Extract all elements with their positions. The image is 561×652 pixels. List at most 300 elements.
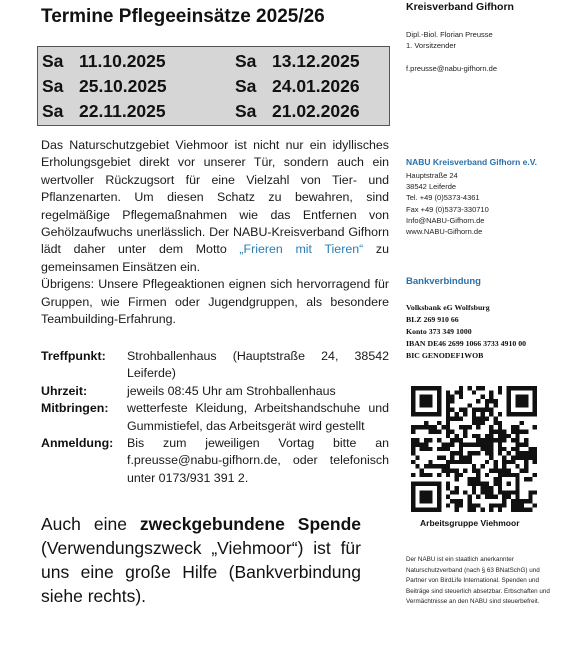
qr-module — [424, 482, 428, 486]
qr-module — [502, 469, 506, 473]
qr-module — [446, 425, 450, 429]
qr-module — [507, 482, 511, 486]
qr-module — [446, 442, 450, 446]
qr-module — [454, 390, 458, 394]
qr-module — [507, 460, 511, 464]
qr-module — [489, 434, 493, 438]
qr-module — [424, 447, 428, 451]
qr-module — [428, 508, 432, 512]
qr-module — [511, 503, 515, 507]
qr-module — [411, 490, 415, 494]
qr-module — [437, 390, 441, 394]
qr-module — [467, 451, 471, 455]
qr-module — [515, 399, 519, 403]
qr-module — [507, 495, 511, 499]
qr-module — [450, 395, 454, 399]
person-email: f.preusse@nabu-gifhorn.de — [406, 64, 498, 73]
qr-module — [454, 451, 458, 455]
qr-module — [446, 473, 450, 477]
qr-module — [476, 469, 480, 473]
qr-module — [433, 464, 437, 468]
qr-module — [437, 503, 441, 507]
qr-module — [489, 442, 493, 446]
qr-module — [481, 421, 485, 425]
qr-module — [489, 390, 493, 394]
qr-module — [489, 490, 493, 494]
qr-module — [494, 503, 498, 507]
qr-module — [476, 503, 480, 507]
qr-module — [498, 412, 502, 416]
qr-module — [502, 429, 506, 433]
qr-module — [459, 425, 463, 429]
qr-module — [524, 451, 528, 455]
qr-module — [467, 386, 471, 390]
qr-module — [533, 403, 537, 407]
qr-module — [472, 408, 476, 412]
qr-module — [520, 395, 524, 399]
qr-module — [476, 473, 480, 477]
qr-module — [424, 425, 428, 429]
qr-module — [528, 447, 532, 451]
detail-row-time — [41, 383, 389, 400]
qr-module — [467, 442, 471, 446]
qr-module — [424, 442, 428, 446]
qr-module — [524, 438, 528, 442]
qr-module — [528, 477, 532, 481]
qr-module — [472, 508, 476, 512]
qr-module — [533, 490, 537, 494]
qr-module — [476, 408, 480, 412]
qr-module — [424, 395, 428, 399]
qr-module — [415, 442, 419, 446]
qr-module — [454, 416, 458, 420]
qr-module — [528, 412, 532, 416]
motto-text: „Frieren mit Tieren“ — [239, 242, 364, 257]
qr-module — [515, 412, 519, 416]
qr-module — [498, 482, 502, 486]
qr-module — [446, 495, 450, 499]
qr-module — [454, 469, 458, 473]
donation-text: (Verwendungszweck „Viehmoor“) ist für uns eine große Hilfe (Bankverbindung siehe rechts). — [41, 538, 361, 606]
qr-module — [502, 503, 506, 507]
qr-module — [533, 473, 537, 477]
qr-module — [420, 469, 424, 473]
qr-module — [411, 408, 415, 412]
qr-module — [520, 456, 524, 460]
qr-module — [441, 456, 445, 460]
qr-module — [424, 464, 428, 468]
qr-module — [476, 438, 480, 442]
qr-module — [515, 434, 519, 438]
qr-module — [454, 477, 458, 481]
qr-module — [498, 438, 502, 442]
qr-module — [524, 386, 528, 390]
qr-module — [520, 451, 524, 455]
qr-module — [428, 399, 432, 403]
qr-module — [420, 399, 424, 403]
qr-module — [511, 386, 515, 390]
qr-module — [424, 403, 428, 407]
qr-module — [520, 403, 524, 407]
qr-module — [511, 447, 515, 451]
qr-module — [515, 477, 519, 481]
qr-module — [528, 451, 532, 455]
qr-module — [437, 421, 441, 425]
qr-module — [515, 508, 519, 512]
qr-module — [515, 425, 519, 429]
qr-module — [459, 442, 463, 446]
qr-module — [420, 442, 424, 446]
intro-text — [41, 137, 389, 328]
qr-module — [463, 429, 467, 433]
qr-module — [524, 477, 528, 481]
qr-module — [415, 425, 419, 429]
qr-module — [437, 412, 441, 416]
qr-module — [450, 399, 454, 403]
bank-line: Volksbank eG Wolfsburg — [406, 303, 490, 312]
qr-module — [494, 403, 498, 407]
detail-label: Mitbringen: — [41, 401, 109, 416]
qr-module — [528, 508, 532, 512]
qr-module — [411, 473, 415, 477]
qr-module — [437, 495, 441, 499]
qr-module — [411, 390, 415, 394]
qr-module — [472, 451, 476, 455]
qr-module — [489, 469, 493, 473]
qr-module — [467, 495, 471, 499]
qr-module — [450, 429, 454, 433]
qr-module — [433, 429, 437, 433]
qr-module — [494, 464, 498, 468]
qr-module — [437, 499, 441, 503]
qr-module — [533, 395, 537, 399]
qr-module — [411, 495, 415, 499]
qr-module — [463, 460, 467, 464]
qr-module — [511, 429, 515, 433]
intro-text-part: Das Naturschutzgebiet Viehmoor ist nicht nur ein idyllisches Erholungsgebiet direkt vor unserer Tür, sondern auch ein wertvoller Rückzugsort für eine Vielzahl von Tier- und Pflanzenarten. Um diesen Schatz zu bewahren, sind regelmäßige Pflegemaßnahmen wie das Entfernen von Gehölzaufwuchs unerlässlich. Der NABU-Kreisverband Gifhorn lädt daher unter dem Motto — [41, 138, 389, 257]
qr-module — [481, 438, 485, 442]
qr-module — [472, 482, 476, 486]
qr-module — [507, 412, 511, 416]
qr-module — [507, 490, 511, 494]
qr-module — [433, 482, 437, 486]
qr-module — [476, 442, 480, 446]
qr-module — [420, 473, 424, 477]
qr-module — [454, 412, 458, 416]
qr-module — [507, 408, 511, 412]
qr-module — [502, 490, 506, 494]
qr-module — [494, 416, 498, 420]
qr-module — [502, 464, 506, 468]
qr-module — [463, 490, 467, 494]
qr-module — [515, 495, 519, 499]
qr-code-graphic — [411, 386, 537, 512]
qr-module — [411, 460, 415, 464]
qr-module — [450, 416, 454, 420]
qr-module — [415, 508, 419, 512]
qr-module — [454, 434, 458, 438]
qr-module — [481, 416, 485, 420]
contact-person — [406, 29, 493, 51]
qr-module — [533, 451, 537, 455]
qr-module — [494, 477, 498, 481]
qr-module — [433, 508, 437, 512]
qr-module — [472, 390, 476, 394]
qr-module — [472, 421, 476, 425]
qr-module — [502, 438, 506, 442]
qr-module — [446, 395, 450, 399]
qr-module — [420, 403, 424, 407]
address-line: 38542 Leiferde — [406, 182, 457, 192]
qr-module — [533, 503, 537, 507]
qr-module — [446, 482, 450, 486]
qr-module — [511, 508, 515, 512]
qr-module — [520, 386, 524, 390]
qr-module — [463, 442, 467, 446]
qr-module — [515, 438, 519, 442]
detail-value: jeweils 08:45 Uhr am Strohballenhaus — [127, 383, 336, 398]
qr-module — [437, 464, 441, 468]
qr-module — [454, 473, 458, 477]
qr-module — [437, 399, 441, 403]
intro-paragraph — [41, 137, 389, 276]
date-value: 25.10.2025 — [79, 76, 167, 96]
qr-module — [524, 395, 528, 399]
qr-module — [437, 482, 441, 486]
date-row — [42, 76, 389, 101]
qr-module — [472, 464, 476, 468]
qr-module — [481, 386, 485, 390]
qr-module — [459, 416, 463, 420]
qr-module — [420, 482, 424, 486]
qr-module — [489, 412, 493, 416]
date-value: 22.11.2025 — [79, 101, 166, 121]
qr-module — [520, 442, 524, 446]
person-name: Dipl.-Biol. Florian Preusse — [406, 30, 493, 39]
qr-module — [454, 438, 458, 442]
qr-module — [459, 395, 463, 399]
qr-module — [481, 447, 485, 451]
qr-module — [467, 503, 471, 507]
qr-module — [459, 460, 463, 464]
qr-module — [437, 447, 441, 451]
qr-module — [411, 412, 415, 416]
qr-module — [515, 456, 519, 460]
qr-module — [533, 447, 537, 451]
qr-module — [485, 473, 489, 477]
qr-module — [450, 442, 454, 446]
qr-module — [494, 482, 498, 486]
qr-module — [533, 390, 537, 394]
detail-value: Bis zum jeweiligen Vortag bitte an f.preusse@nabu-gifhorn.de, oder telefonisch unter 0173/931 391 2. — [127, 436, 389, 485]
qr-module — [459, 503, 463, 507]
qr-module — [498, 486, 502, 490]
intro-paragraph: Übrigens: Unsere Pflegeaktionen eignen sich hervorragend für Gruppen, wie Firmen oder Jugendgruppen, als besondere Teambuilding-Erfahrung. — [41, 277, 389, 327]
qr-module — [481, 486, 485, 490]
qr-module — [450, 408, 454, 412]
qr-module — [498, 425, 502, 429]
qr-module — [450, 499, 454, 503]
qr-module — [437, 486, 441, 490]
qr-module — [476, 495, 480, 499]
qr-module — [485, 434, 489, 438]
qr-module — [459, 408, 463, 412]
qr-module — [441, 464, 445, 468]
qr-module — [450, 460, 454, 464]
qr-module — [428, 412, 432, 416]
qr-module — [507, 395, 511, 399]
qr-module — [472, 442, 476, 446]
qr-module — [520, 429, 524, 433]
qr-module — [524, 460, 528, 464]
qr-caption: Arbeitsgruppe Viehmoor — [420, 518, 520, 528]
qr-module — [472, 469, 476, 473]
qr-module — [433, 412, 437, 416]
qr-module — [463, 456, 467, 460]
qr-module — [515, 490, 519, 494]
qr-module — [411, 395, 415, 399]
qr-module — [428, 386, 432, 390]
qr-module — [450, 451, 454, 455]
qr-module — [533, 408, 537, 412]
qr-module — [428, 499, 432, 503]
qr-module — [502, 495, 506, 499]
qr-module — [498, 390, 502, 394]
qr-module — [411, 425, 415, 429]
qr-module — [424, 473, 428, 477]
bank-details — [406, 302, 526, 362]
qr-module — [411, 503, 415, 507]
qr-module — [485, 442, 489, 446]
qr-module — [481, 490, 485, 494]
qr-module — [411, 486, 415, 490]
qr-module — [498, 477, 502, 481]
qr-module — [476, 434, 480, 438]
qr-module — [489, 425, 493, 429]
org-name: NABU Kreisverband Gifhorn e.V. — [406, 157, 537, 167]
qr-module — [437, 429, 441, 433]
qr-module — [472, 503, 476, 507]
qr-module — [489, 395, 493, 399]
qr-module — [476, 477, 480, 481]
qr-module — [481, 408, 485, 412]
qr-module — [489, 495, 493, 499]
qr-module — [415, 482, 419, 486]
qr-module — [463, 469, 467, 473]
qr-module — [411, 438, 415, 442]
qr-module — [411, 386, 415, 390]
qr-module — [533, 386, 537, 390]
phone-line: Tel. +49 (0)5373-4361 — [406, 193, 480, 203]
qr-module — [454, 503, 458, 507]
qr-module — [459, 456, 463, 460]
qr-module — [467, 425, 471, 429]
sidebar-heading: Kreisverband Gifhorn — [406, 1, 514, 13]
qr-module — [467, 460, 471, 464]
qr-module — [411, 442, 415, 446]
qr-module — [459, 447, 463, 451]
date-row — [42, 101, 389, 126]
qr-module — [494, 438, 498, 442]
qr-module — [511, 499, 515, 503]
qr-module — [515, 386, 519, 390]
qr-module — [520, 421, 524, 425]
qr-module — [411, 451, 415, 455]
qr-module — [428, 495, 432, 499]
qr-module — [515, 499, 519, 503]
qr-module — [437, 386, 441, 390]
qr-module — [472, 434, 476, 438]
qr-module — [420, 395, 424, 399]
qr-module — [498, 490, 502, 494]
qr-module — [528, 495, 532, 499]
qr-module — [446, 412, 450, 416]
qr-module — [428, 438, 432, 442]
qr-module — [524, 442, 528, 446]
qr-module — [459, 390, 463, 394]
qr-module — [507, 434, 511, 438]
qr-module — [485, 408, 489, 412]
qr-module — [446, 416, 450, 420]
qr-module — [446, 447, 450, 451]
qr-module — [476, 416, 480, 420]
qr-module — [459, 386, 463, 390]
qr-module — [524, 429, 528, 433]
qr-module — [502, 473, 506, 477]
qr-module — [498, 447, 502, 451]
qr-module — [494, 399, 498, 403]
qr-module — [463, 434, 467, 438]
qr-module — [524, 469, 528, 473]
qr-module — [515, 473, 519, 477]
qr-module — [424, 386, 428, 390]
qr-module — [498, 469, 502, 473]
qr-module — [420, 495, 424, 499]
qr-module — [507, 473, 511, 477]
qr-module — [467, 499, 471, 503]
qr-module — [424, 412, 428, 416]
qr-module — [485, 486, 489, 490]
qr-module — [420, 425, 424, 429]
qr-module — [463, 412, 467, 416]
qr-module — [454, 486, 458, 490]
qr-module — [481, 508, 485, 512]
qr-module — [494, 495, 498, 499]
qr-module — [489, 503, 493, 507]
qr-module — [441, 447, 445, 451]
date-day: Sa — [42, 51, 64, 71]
qr-module — [481, 412, 485, 416]
qr-module — [476, 421, 480, 425]
qr-module — [428, 403, 432, 407]
qr-module — [467, 482, 471, 486]
qr-module — [515, 442, 519, 446]
date-day: Sa — [42, 76, 64, 96]
qr-module — [520, 469, 524, 473]
donation-text: Auch eine — [41, 514, 140, 534]
qr-module — [467, 456, 471, 460]
qr-module — [415, 438, 419, 442]
qr-module — [450, 438, 454, 442]
qr-module — [424, 438, 428, 442]
qr-module — [494, 429, 498, 433]
qr-module — [511, 490, 515, 494]
qr-module — [472, 412, 476, 416]
qr-module — [520, 508, 524, 512]
address-line: Hauptstraße 24 — [406, 171, 458, 180]
qr-module — [489, 438, 493, 442]
qr-module — [420, 508, 424, 512]
